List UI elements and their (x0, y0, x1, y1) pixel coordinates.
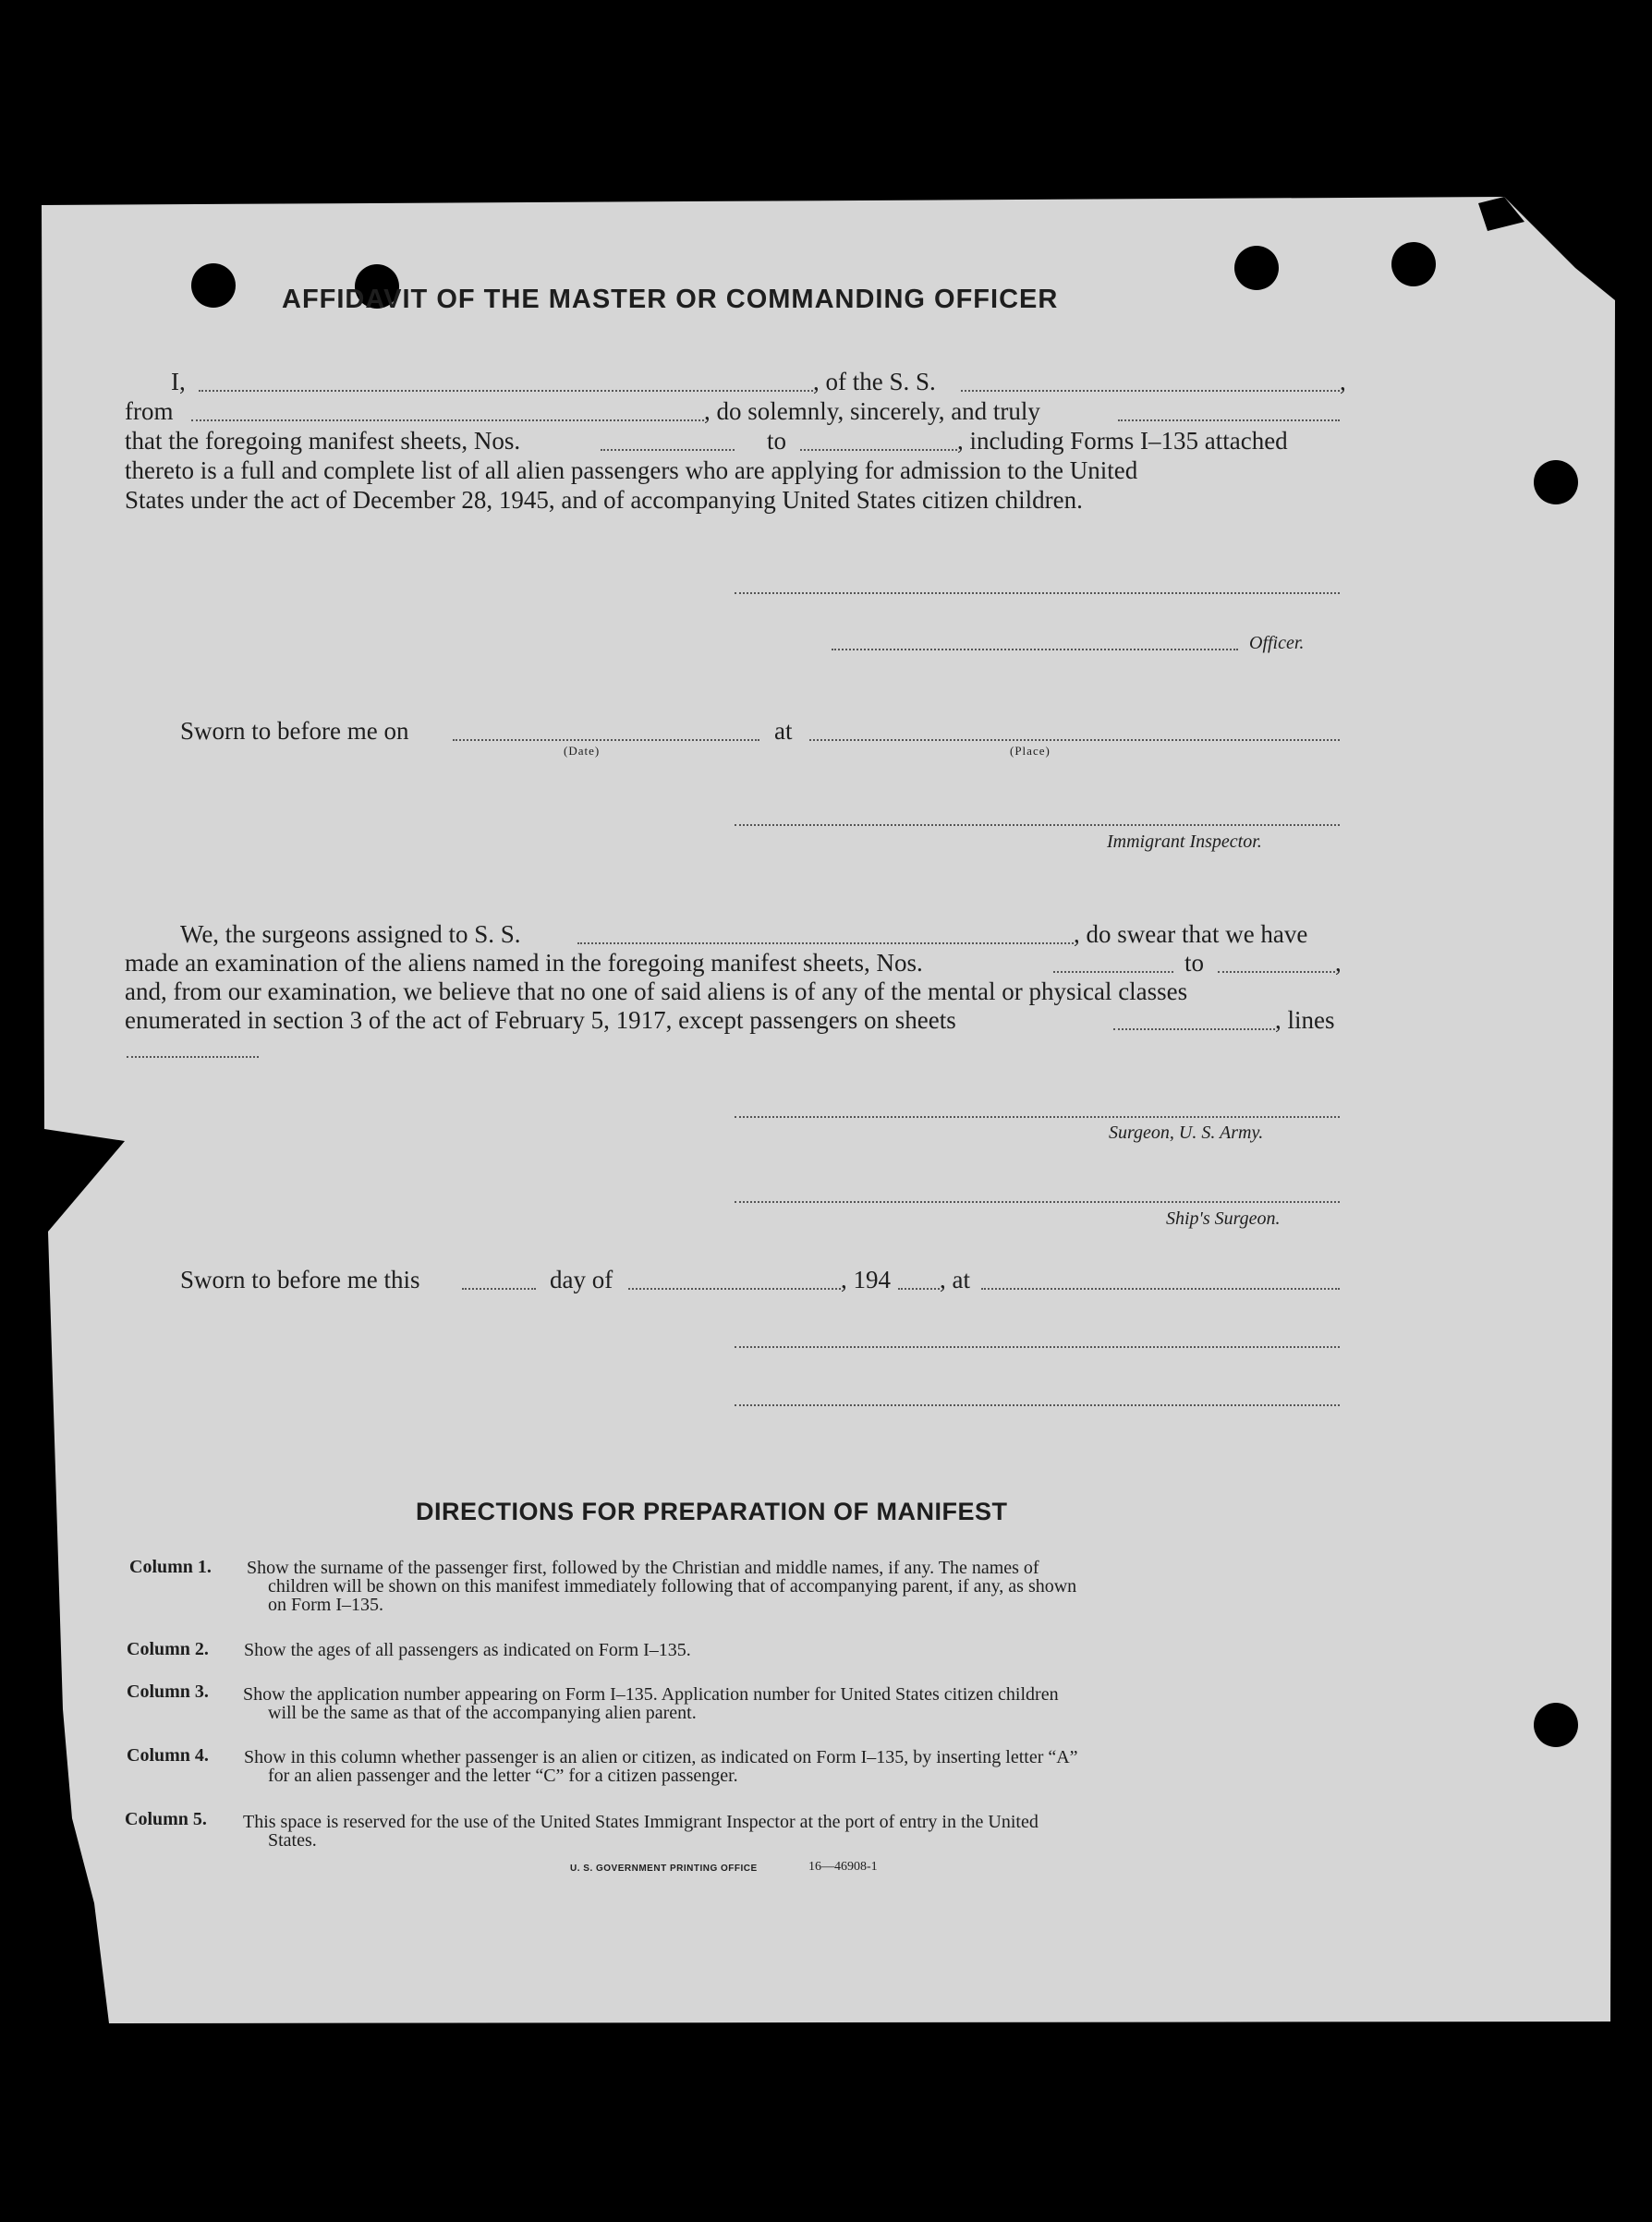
column5-label: Column 5. (125, 1809, 207, 1829)
surgeons-line3: and, from our examination, we believe that no one of said aliens is of any of the mental or physical classes (125, 977, 1188, 1005)
column1-text-3: on Form I–135. (268, 1595, 383, 1615)
sworn2-signature-line-1[interactable] (735, 1346, 1340, 1348)
column3-text-2: will be the same as that of the accompanying alien parent. (268, 1703, 697, 1723)
name-blank[interactable] (199, 390, 813, 392)
surgeons-ship-blank[interactable] (577, 942, 1074, 944)
sworn2-signature-line-2[interactable] (735, 1404, 1340, 1406)
affidavit-from: from (125, 397, 174, 425)
sworn2-year-blank[interactable] (898, 1288, 940, 1290)
column4-label: Column 4. (127, 1745, 209, 1766)
column1-text-2: children will be shown on this manifest immediately following that of accompanying parent, if any, as shown (268, 1576, 1077, 1597)
inspector-signature-line[interactable] (735, 824, 1340, 826)
page-title: AFFIDAVIT OF THE MASTER OR COMMANDING OFFICER (282, 285, 1059, 314)
column5-text-1: This space is reserved for the use of the United States Immigrant Inspector at the port of entry in the United (243, 1812, 1039, 1832)
form-code: 16—46908-1 (808, 1860, 878, 1874)
column2-text-1: Show the ages of all passengers as indicated on Form I–135. (244, 1640, 691, 1660)
sworn2-place-blank[interactable] (981, 1288, 1340, 1290)
affidavit-line4: thereto is a full and complete list of all alien passengers who are applying for admission to the United (125, 456, 1138, 484)
sworn2-d: , at (940, 1266, 970, 1293)
officer-signature-line-2[interactable] (832, 649, 1238, 650)
affidavit-to: to (767, 427, 787, 455)
punch-hole (1234, 246, 1279, 290)
surgeons-line4b: , lines (1275, 1006, 1335, 1034)
officer-label: Officer. (1249, 633, 1305, 653)
column1-text-1: Show the surname of the passenger first, followed by the Christian and middle names, if any. The names of (247, 1558, 1039, 1578)
affidavit-solemnly: , do solemnly, sincerely, and truly (704, 397, 1040, 425)
affidavit-line3b: , including Forms I–135 attached (957, 427, 1288, 455)
sworn1-place-blank[interactable] (809, 739, 1340, 741)
officer-signature-line-1[interactable] (735, 592, 1340, 594)
nos-from-blank[interactable] (601, 449, 735, 451)
surgeons-nos-from-blank[interactable] (1053, 971, 1173, 973)
surgeons-line1b: , do swear that we have (1074, 920, 1308, 948)
sworn1-text: Sworn to before me on (180, 717, 409, 745)
column5-text-2: States. (268, 1830, 317, 1851)
sheets-blank[interactable] (1113, 1028, 1275, 1030)
affidavit-line5: States under the act of December 28, 1945, and of accompanying United States citizen children. (125, 486, 1083, 514)
sworn2-c: , 194 (841, 1266, 891, 1293)
army-surgeon-label: Surgeon, U. S. Army. (1109, 1123, 1264, 1143)
surgeons-line2a: made an examination of the aliens named in the foregoing manifest sheets, Nos. (125, 949, 923, 977)
affidavit-ss: , of the S. S. (813, 368, 936, 395)
column2-label: Column 2. (127, 1639, 209, 1659)
punch-hole (1534, 1703, 1578, 1747)
surgeons-comma: , (1335, 949, 1342, 977)
army-surgeon-signature-line[interactable] (735, 1116, 1340, 1118)
from-blank[interactable] (191, 419, 704, 421)
surgeons-nos-to-blank[interactable] (1218, 971, 1335, 973)
inspector-label: Immigrant Inspector. (1107, 832, 1262, 852)
affidavit-comma: , (1340, 368, 1346, 395)
affidavit-line3a: that the foregoing manifest sheets, Nos. (125, 427, 521, 455)
column4-text-2: for an alien passenger and the letter “C” for a citizen passenger. (268, 1766, 738, 1786)
sworn2-a: Sworn to before me this (180, 1266, 420, 1293)
lines-blank[interactable] (127, 1056, 259, 1058)
nos-to-blank[interactable] (800, 449, 957, 451)
sworn2-b: day of (550, 1266, 613, 1293)
date-caption: (Date) (564, 744, 601, 758)
surgeons-to: to (1184, 949, 1205, 977)
punch-hole (1534, 460, 1578, 504)
ship-name-blank[interactable] (961, 390, 1340, 392)
surgeons-line1a: We, the surgeons assigned to S. S. (180, 920, 521, 948)
punch-hole (191, 263, 236, 308)
sworn1-date-blank[interactable] (453, 739, 759, 741)
directions-heading: DIRECTIONS FOR PREPARATION OF MANIFEST (416, 1498, 1008, 1525)
truly-blank[interactable] (1118, 419, 1340, 421)
place-caption: (Place) (1010, 744, 1051, 758)
sworn1-at: at (774, 717, 793, 745)
sworn2-month-blank[interactable] (628, 1288, 841, 1290)
ship-surgeon-signature-line[interactable] (735, 1201, 1340, 1203)
printer-imprint: U. S. GOVERNMENT PRINTING OFFICE (570, 1864, 758, 1874)
affidavit-i: I, (171, 368, 186, 395)
punch-hole (1391, 242, 1436, 286)
surgeons-line4a: enumerated in section 3 of the act of February 5, 1917, except passengers on sheets (125, 1006, 956, 1034)
column3-label: Column 3. (127, 1682, 209, 1702)
column3-text-1: Show the application number appearing on Form I–135. Application number for United States citizen children (243, 1684, 1059, 1705)
ship-surgeon-label: Ship's Surgeon. (1166, 1208, 1281, 1229)
sworn2-day-blank[interactable] (462, 1288, 536, 1290)
column4-text-1: Show in this column whether passenger is an alien or citizen, as indicated on Form I–135, by inserting letter “A” (244, 1747, 1078, 1767)
column1-label: Column 1. (129, 1557, 212, 1577)
